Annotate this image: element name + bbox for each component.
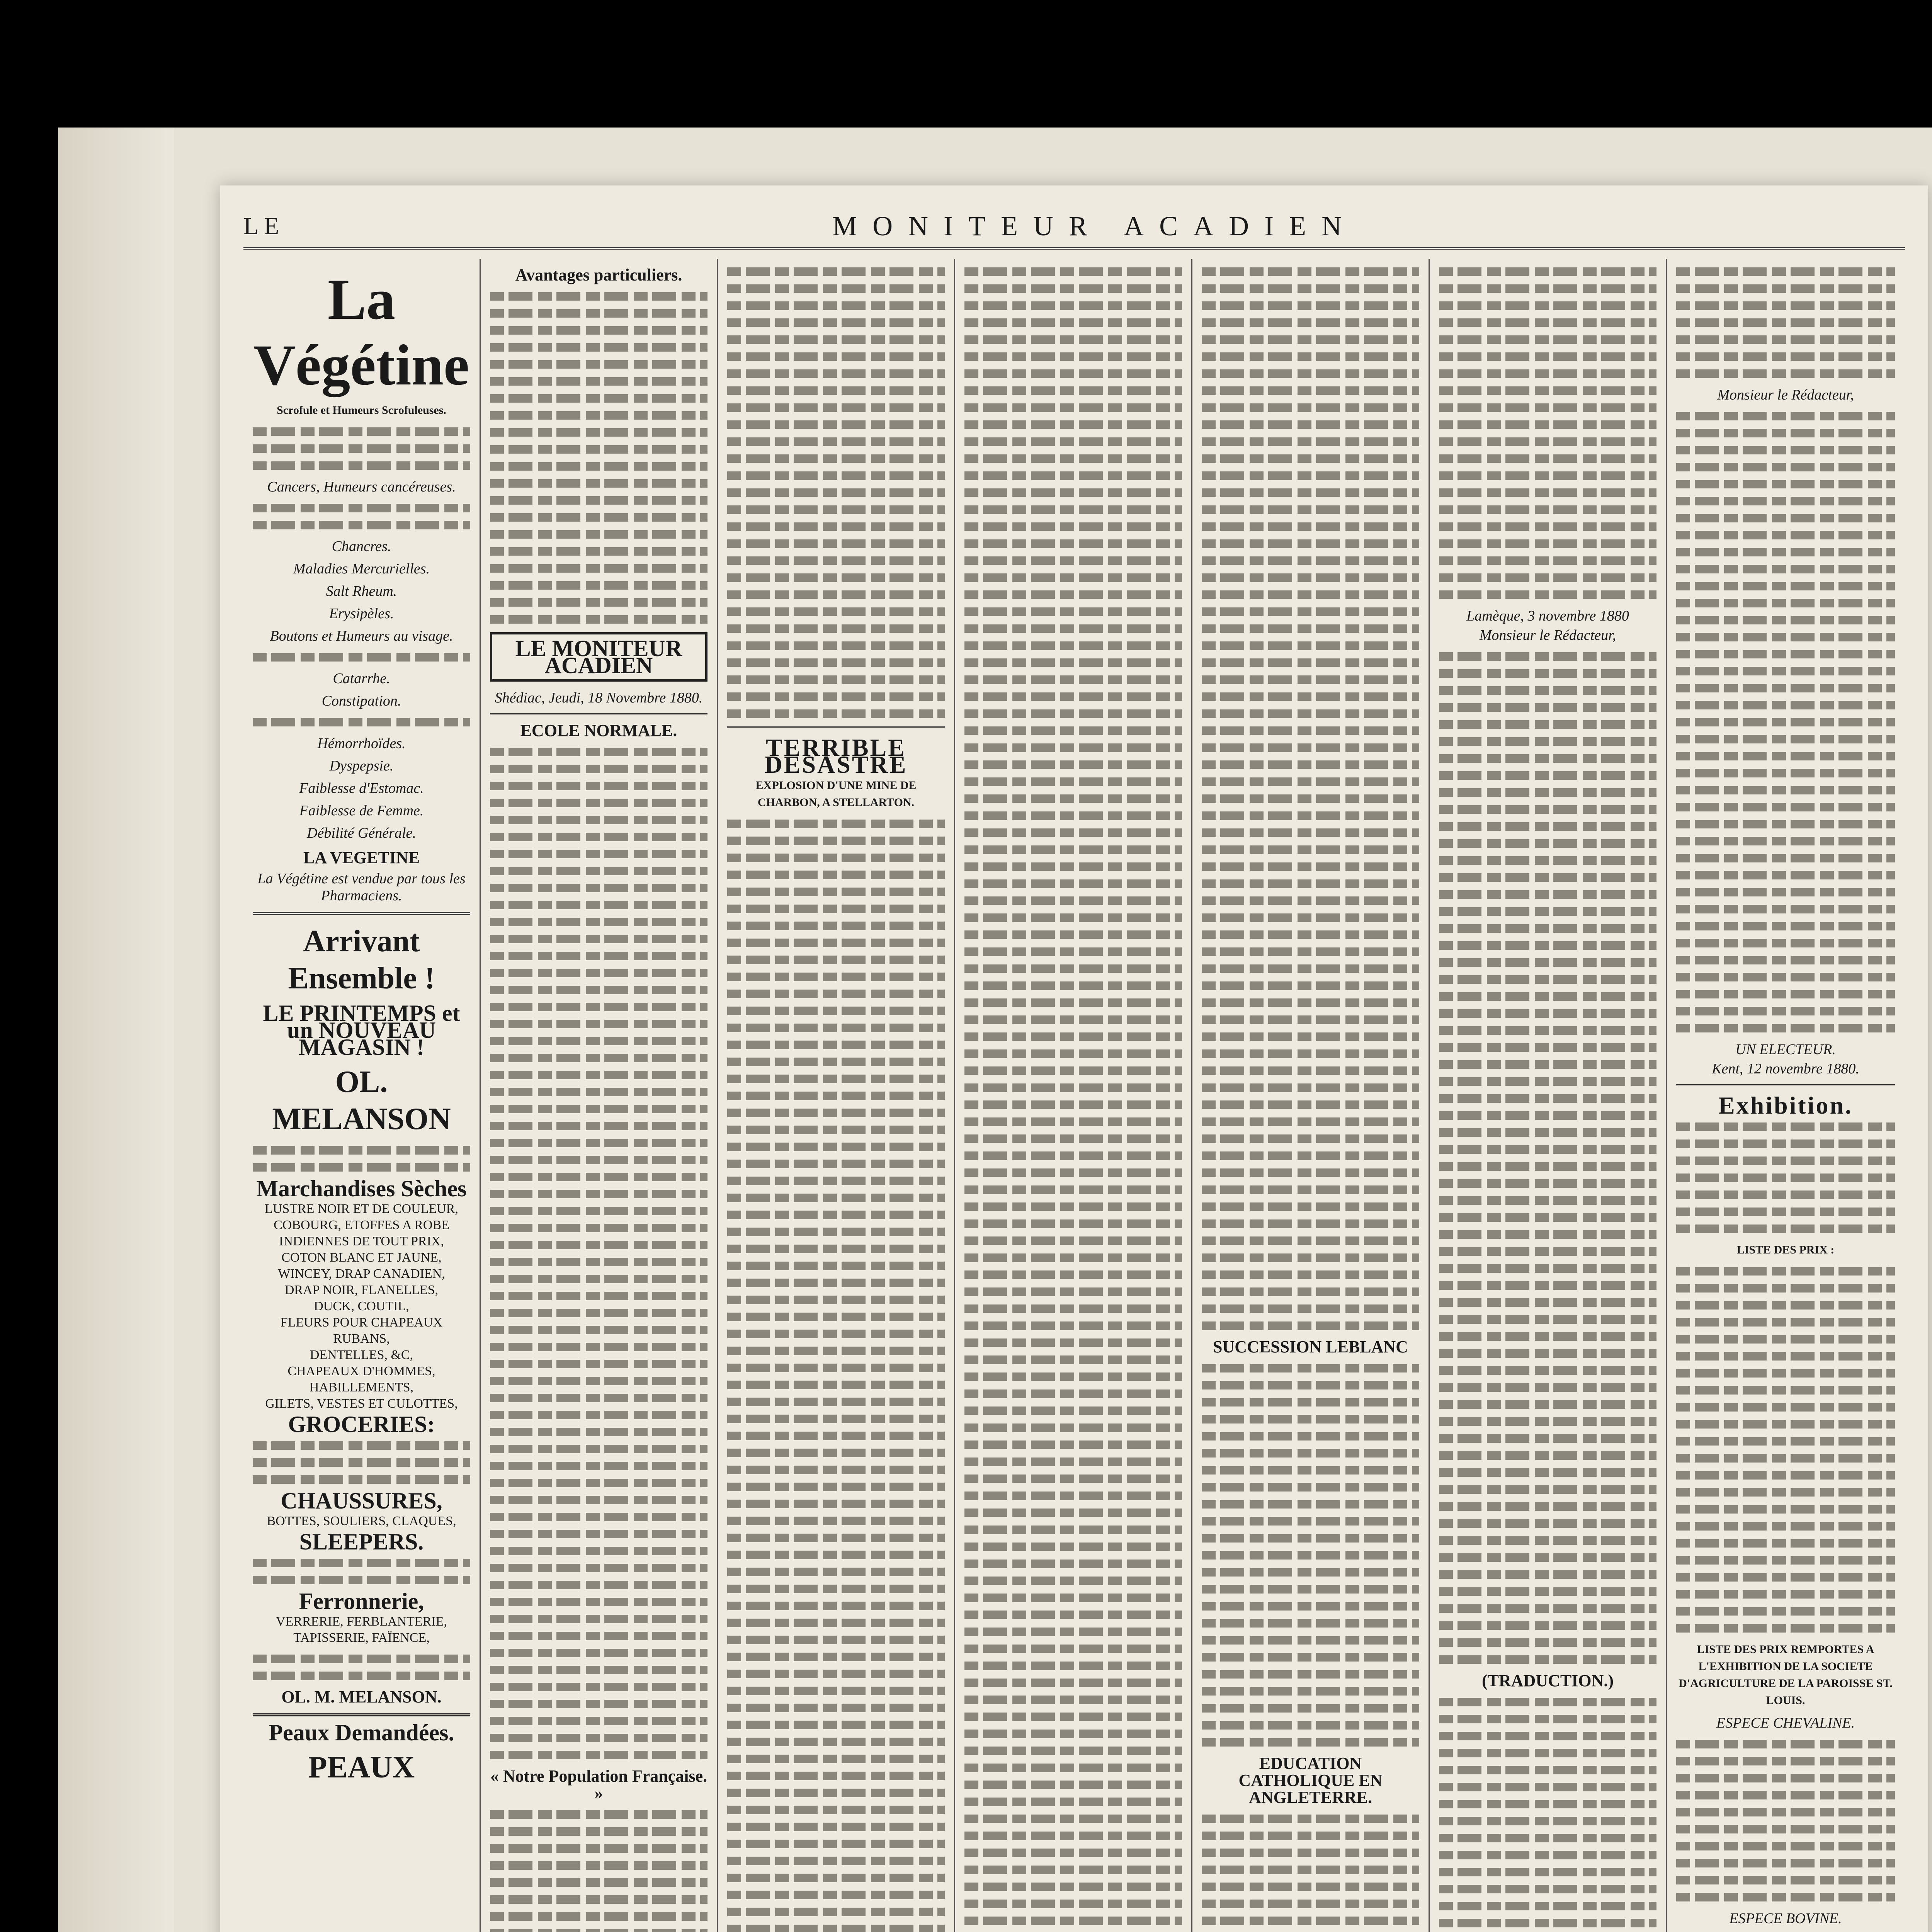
goods-item: DENTELLES, &C, — [310, 1348, 413, 1362]
traduction-text — [1439, 1698, 1656, 1932]
newspaper-page — [220, 185, 1928, 1932]
vegetine-footer: LA VEGETINE — [303, 848, 420, 867]
vegetine-section: Salt Rheum. — [326, 583, 397, 599]
column-7-top-text — [1676, 267, 1895, 378]
lameque-text — [1439, 652, 1656, 1664]
divider — [253, 912, 470, 915]
text-block — [253, 718, 470, 726]
divider — [727, 726, 945, 728]
text-block — [253, 1441, 470, 1484]
vegetine-section: Chancres. — [332, 538, 391, 554]
prix-list-title: LISTE DES PRIX : — [1736, 1243, 1835, 1256]
letter-date: Kent, 12 novembre 1880. — [1712, 1061, 1859, 1077]
store-ad-title: Arrivant Ensemble ! — [288, 924, 435, 995]
prix-table — [1676, 1267, 1895, 1633]
columns — [243, 259, 1905, 1932]
goods-item: WINCEY, DRAP CANADIEN, — [278, 1267, 445, 1281]
issue-dateline: Shédiac, Jeudi, 18 Novembre 1880. — [495, 690, 703, 706]
ferronnerie-title: Ferronnerie, — [299, 1588, 424, 1614]
text-block — [253, 1655, 470, 1680]
goods-item: DUCK, COUTIL, — [314, 1299, 409, 1313]
store-ad-subtitle: LE PRINTEMPS et un NOUVEAU MAGASIN ! — [263, 1000, 460, 1060]
ferronnerie-subtitle: VERRERIE, FERBLANTERIE, TAPISSERIE, FAÏENCE, — [276, 1614, 447, 1645]
goods-item: HABILLEMENTS, — [309, 1380, 414, 1395]
citation-heading: « Notre Population Française. » — [490, 1767, 707, 1803]
vegetine-section: Cancers, Humeurs cancéreuses. — [267, 479, 456, 495]
column-6-top-text — [1439, 267, 1656, 599]
vegetine-section: Hémorrhoïdes. — [317, 735, 406, 752]
newspaper-banner: LE MONITEUR ACADIEN — [490, 632, 707, 682]
text-block — [253, 1559, 470, 1584]
espece-bovine: ESPECE BOVINE. — [1729, 1910, 1842, 1927]
text-block — [253, 504, 470, 529]
peaux-big: PEAUX — [308, 1750, 415, 1784]
left-page-edge — [58, 128, 174, 1932]
ecole-heading: ECOLE NORMALE. — [520, 721, 677, 740]
vegetine-text — [253, 427, 470, 470]
goods-item: RUBANS, — [333, 1332, 390, 1346]
chevaline-list — [1676, 1740, 1895, 1901]
vegetine-section: Dyspepsie. — [329, 758, 394, 774]
store-signature: OL. M. MELANSON. — [281, 1687, 442, 1706]
desastre-text — [727, 820, 945, 1932]
chaussures-title: CHAUSSURES, — [281, 1488, 442, 1514]
column-5-top-text — [1202, 267, 1419, 1330]
redacteur-salutation: Monsieur le Rédacteur, — [1717, 387, 1854, 403]
dry-goods-title: Marchandises Sèches — [256, 1176, 467, 1201]
column-3 — [718, 259, 955, 1932]
lameque-dateline: Lamèque, 3 novembre 1880 — [1466, 608, 1629, 624]
goods-item: COTON BLANC ET JAUNE, — [281, 1250, 442, 1265]
divider — [1676, 1084, 1895, 1085]
goods-item: COBOURG, ETOFFES A ROBE — [274, 1218, 449, 1232]
letter-signature: UN ELECTEUR. — [1735, 1041, 1836, 1058]
succession-heading: SUCCESSION LEBLANC — [1213, 1337, 1408, 1356]
vegetine-section: Débilité Générale. — [307, 825, 416, 841]
espece-chevaline: ESPECE CHEVALINE. — [1716, 1715, 1855, 1731]
exhibition-text — [1676, 1122, 1895, 1233]
vegetine-section: Boutons et Humeurs au visage. — [270, 628, 453, 644]
vegetine-section: Maladies Mercurielles. — [293, 561, 430, 577]
succession-text — [1202, 1364, 1419, 1747]
desastre-heading: TERRIBLE DESASTRE — [764, 734, 908, 778]
column-4 — [955, 259, 1192, 1932]
masthead — [243, 205, 1905, 250]
column-3-top-text — [727, 267, 945, 718]
goods-item: CHAPEAUX D'HOMMES, — [287, 1364, 435, 1378]
groceries-title: GROCERIES: — [288, 1412, 435, 1437]
goods-item: LUSTRE NOIR ET DE COULEUR, — [265, 1202, 458, 1216]
goods-item: GILETS, VESTES ET CULOTTES, — [265, 1396, 458, 1411]
goods-item: FLEURS POUR CHAPEAUX — [280, 1315, 443, 1330]
peaux-title: Peaux Demandées. — [269, 1720, 454, 1745]
divider — [253, 1713, 470, 1716]
redacteur-letter — [1676, 412, 1895, 1032]
goods-item: INDIENNES DE TOUT PRIX, — [279, 1234, 444, 1248]
scan-frame — [58, 128, 1932, 1932]
column-7 — [1667, 259, 1904, 1932]
text-block — [253, 653, 470, 662]
vegetine-section: Catarrhe. — [333, 670, 390, 687]
vegetine-section: Constipation. — [321, 693, 401, 709]
column-1 — [243, 259, 481, 1932]
vegetine-section: Faiblesse de Femme. — [299, 803, 424, 819]
avantages-heading: Avantages particuliers. — [515, 265, 682, 284]
goods-item: DRAP NOIR, FLANELLES, — [284, 1283, 439, 1297]
traduction-heading: (TRADUCTION.) — [1482, 1671, 1614, 1690]
desastre-subheading: EXPLOSION D'UNE MINE DE CHARBON, A STELLARTON. — [755, 779, 917, 809]
ecole-text — [490, 748, 707, 1759]
lameque-salutation: Monsieur le Rédacteur, — [1479, 627, 1616, 643]
education-text — [1202, 1815, 1419, 1932]
column-4-text — [964, 267, 1182, 1932]
vegetine-section: Erysipèles. — [329, 605, 394, 622]
masthead-left: LE — [243, 212, 285, 240]
column-5 — [1192, 259, 1430, 1932]
vegetine-subtitle: Scrofule et Humeurs Scrofuleuses. — [277, 404, 446, 417]
divider — [490, 713, 707, 714]
vegetine-title: La Végétine — [253, 267, 469, 397]
column-2 — [481, 259, 718, 1932]
sleepers-title: SLEEPERS. — [299, 1529, 424, 1554]
text-block — [253, 1146, 470, 1172]
store-owner: OL. MELANSON — [272, 1065, 451, 1136]
prix-results-title: LISTE DES PRIX REMPORTES A L'EXHIBITION DE LA SOCIETE D'AGRICULTURE DE LA PAROISSE ST. LOUIS. — [1679, 1643, 1893, 1707]
vegetine-footer-note: La Végétine est vendue par tous les Pharmaciens. — [257, 871, 466, 904]
masthead-title: MONITEUR ACADIEN — [832, 210, 1357, 242]
avantages-text — [490, 292, 707, 624]
column-6 — [1430, 259, 1667, 1932]
exhibition-heading: Exhibition. — [1718, 1092, 1853, 1119]
vegetine-section: Faiblesse d'Estomac. — [299, 780, 424, 796]
education-heading: EDUCATION CATHOLIQUE EN ANGLETERRE. — [1238, 1754, 1383, 1807]
citation-text — [490, 1810, 707, 1932]
chaussures-subtitle: BOTTES, SOULIERS, CLAQUES, — [267, 1514, 456, 1528]
